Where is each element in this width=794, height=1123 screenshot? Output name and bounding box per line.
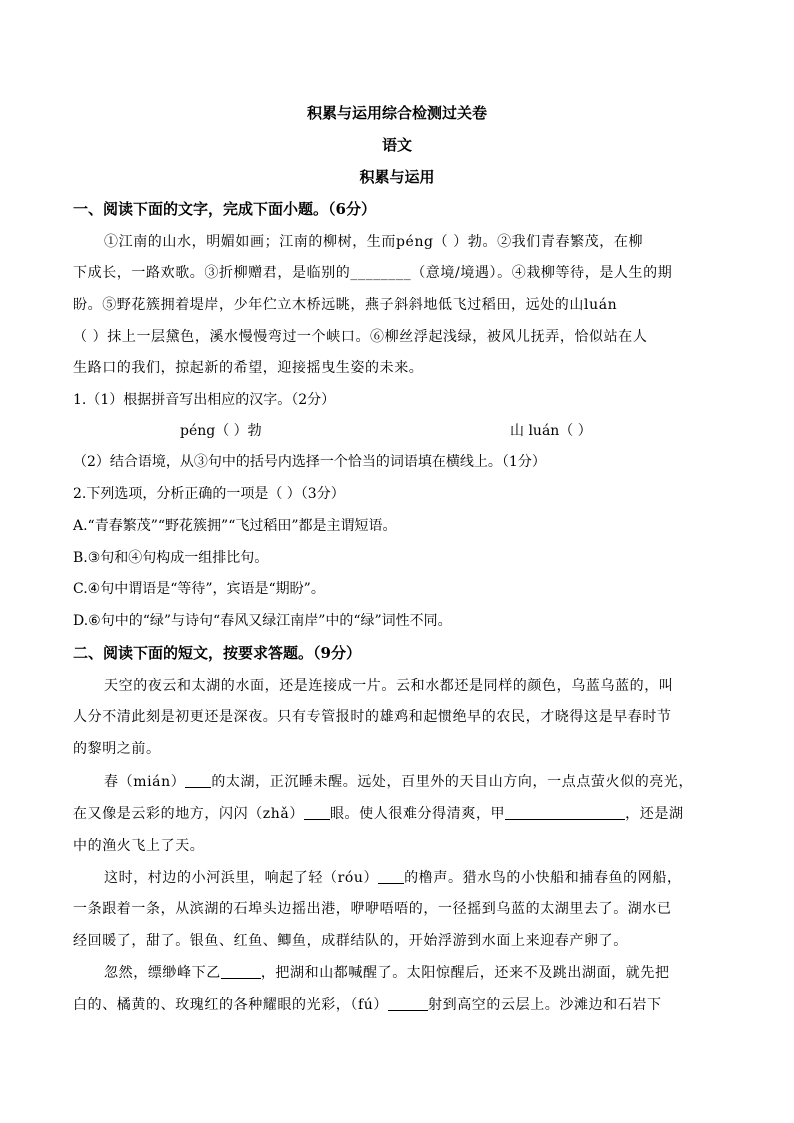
passage-text: 白的、橘黄的、玫瑰红的各种耀眼的光彩，（fú） [73,997,388,1013]
part1-text-line: 下成长，一路欢歌。③折柳赠君，是临别的________（意境/境遇）。④栽柳等待，是人生的期 [73,265,673,281]
passage-text: ，把湖和山都喊醒了。太阳惊醒后，还来不及跳出湖面，就先把 [260,965,670,981]
passage-text: 射到高空的云层上。沙滩边和石岩下 [428,997,662,1013]
passage-text: 春（mián） [104,774,186,790]
passage-text: 眼。使人很难分得清爽，甲 [329,806,506,822]
question-1: 1.（1）根据拼音写出相应的汉字。（2分） [73,392,336,408]
pinyin-answer-peng: péng（ ）勃 [180,423,262,439]
question-1-2: （2）结合语境，从③句中的括号内选择一个恰当的词语填在横线上。（1分） [73,454,546,470]
passage-line [73,803,723,823]
fill-blank-jia[interactable] [505,805,625,820]
part1-heading: 一、阅读下面的文字，完成下面小题。（6分） [73,200,376,218]
passage-line: 人分不清此刻是初更还是深夜。只有专管报时的雄鸡和起惯绝早的农民，才晓得这是早春时节 [73,709,672,725]
fill-blank[interactable] [388,996,428,1011]
passage-line [73,994,723,1014]
passage-line: 一条跟着一条，从滨湖的石埠头边摇出港，咿咿唔唔的，一径摇到乌蓝的太湖里去了。湖水已 [73,901,672,917]
passage-line [104,771,754,791]
subject-title: 语文 [381,136,412,154]
part1-text-line: 盼。⑤野花簇拥着堤岸，少年伫立木桥远眺，燕子斜斜地低飞过稻田，远处的山luán [73,297,618,313]
passage-line [104,962,754,982]
part1-text-line: 生路口的我们，掠起新的希望，迎接摇曳生姿的未来。 [73,360,424,376]
fill-blank[interactable] [378,869,404,884]
passage-text: 这时，村边的小河浜里，响起了轻（róu） [104,870,379,886]
passage-line: 经回暖了，甜了。银鱼、红鱼、鲫鱼，成群结队的，开始浮游到水面上来迎春产卵了。 [73,933,628,949]
passage-line: 中的渔火飞上了天。 [73,838,205,854]
passage-text: 的太湖，正沉睡未醒。远处，百里外的天目山方向，一点点萤火似的亮光， [211,774,694,790]
fill-blank-yi[interactable] [221,964,261,979]
part2-heading: 二、阅读下面的短文，按要求答题。（9分） [73,644,361,662]
question-2: 2.下列选项，分析正确的一项是（ ）（3分） [73,486,345,502]
passage-line: 天空的夜云和太湖的水面，还是连接成一片。云和水都还是同样的颜色，乌蓝乌蓝的，叫 [104,678,674,694]
option-c: C.④句中谓语是“等待”，宾语是“期盼”。 [73,581,325,597]
section-title: 积累与运用 [359,168,435,186]
part1-text-line: ①江南的山水，明媚如画；江南的柳树，生而péng（ ）勃。②我们青春繁茂，在柳 [104,234,644,250]
passage-text: 的橹声。猎水鸟的小快船和捕春鱼的网船， [404,870,682,886]
passage-line: 的黎明之前。 [73,741,161,757]
passage-text: ，还是湖 [625,806,684,822]
passage-text: 忽然，缥缈峰下乙 [104,965,221,981]
passage-line [104,867,754,887]
pinyin-answer-luan: 山 luán（ ） [510,423,592,439]
option-b: B.③句和④句构成一组排比句。 [73,550,269,566]
passage-text: 在又像是云彩的地方，闪闪（zhǎ） [73,806,304,822]
option-a: A.“青春繁茂”“野花簇拥”“飞过稻田”都是主谓短语。 [73,518,397,534]
fill-blank[interactable] [304,805,330,820]
part1-text-line: （ ）抹上一层黛色，溪水慢慢弯过一个峡口。⑥柳丝浮起浅绿，被风儿抚弄，恰似站在人 [73,329,648,345]
fill-blank[interactable] [185,773,211,788]
exam-title: 积累与运用综合检测过关卷 [306,104,487,122]
option-d: D.⑥句中的“绿”与诗句“春风又绿江南岸”中的“绿”词性不同。 [73,613,452,629]
